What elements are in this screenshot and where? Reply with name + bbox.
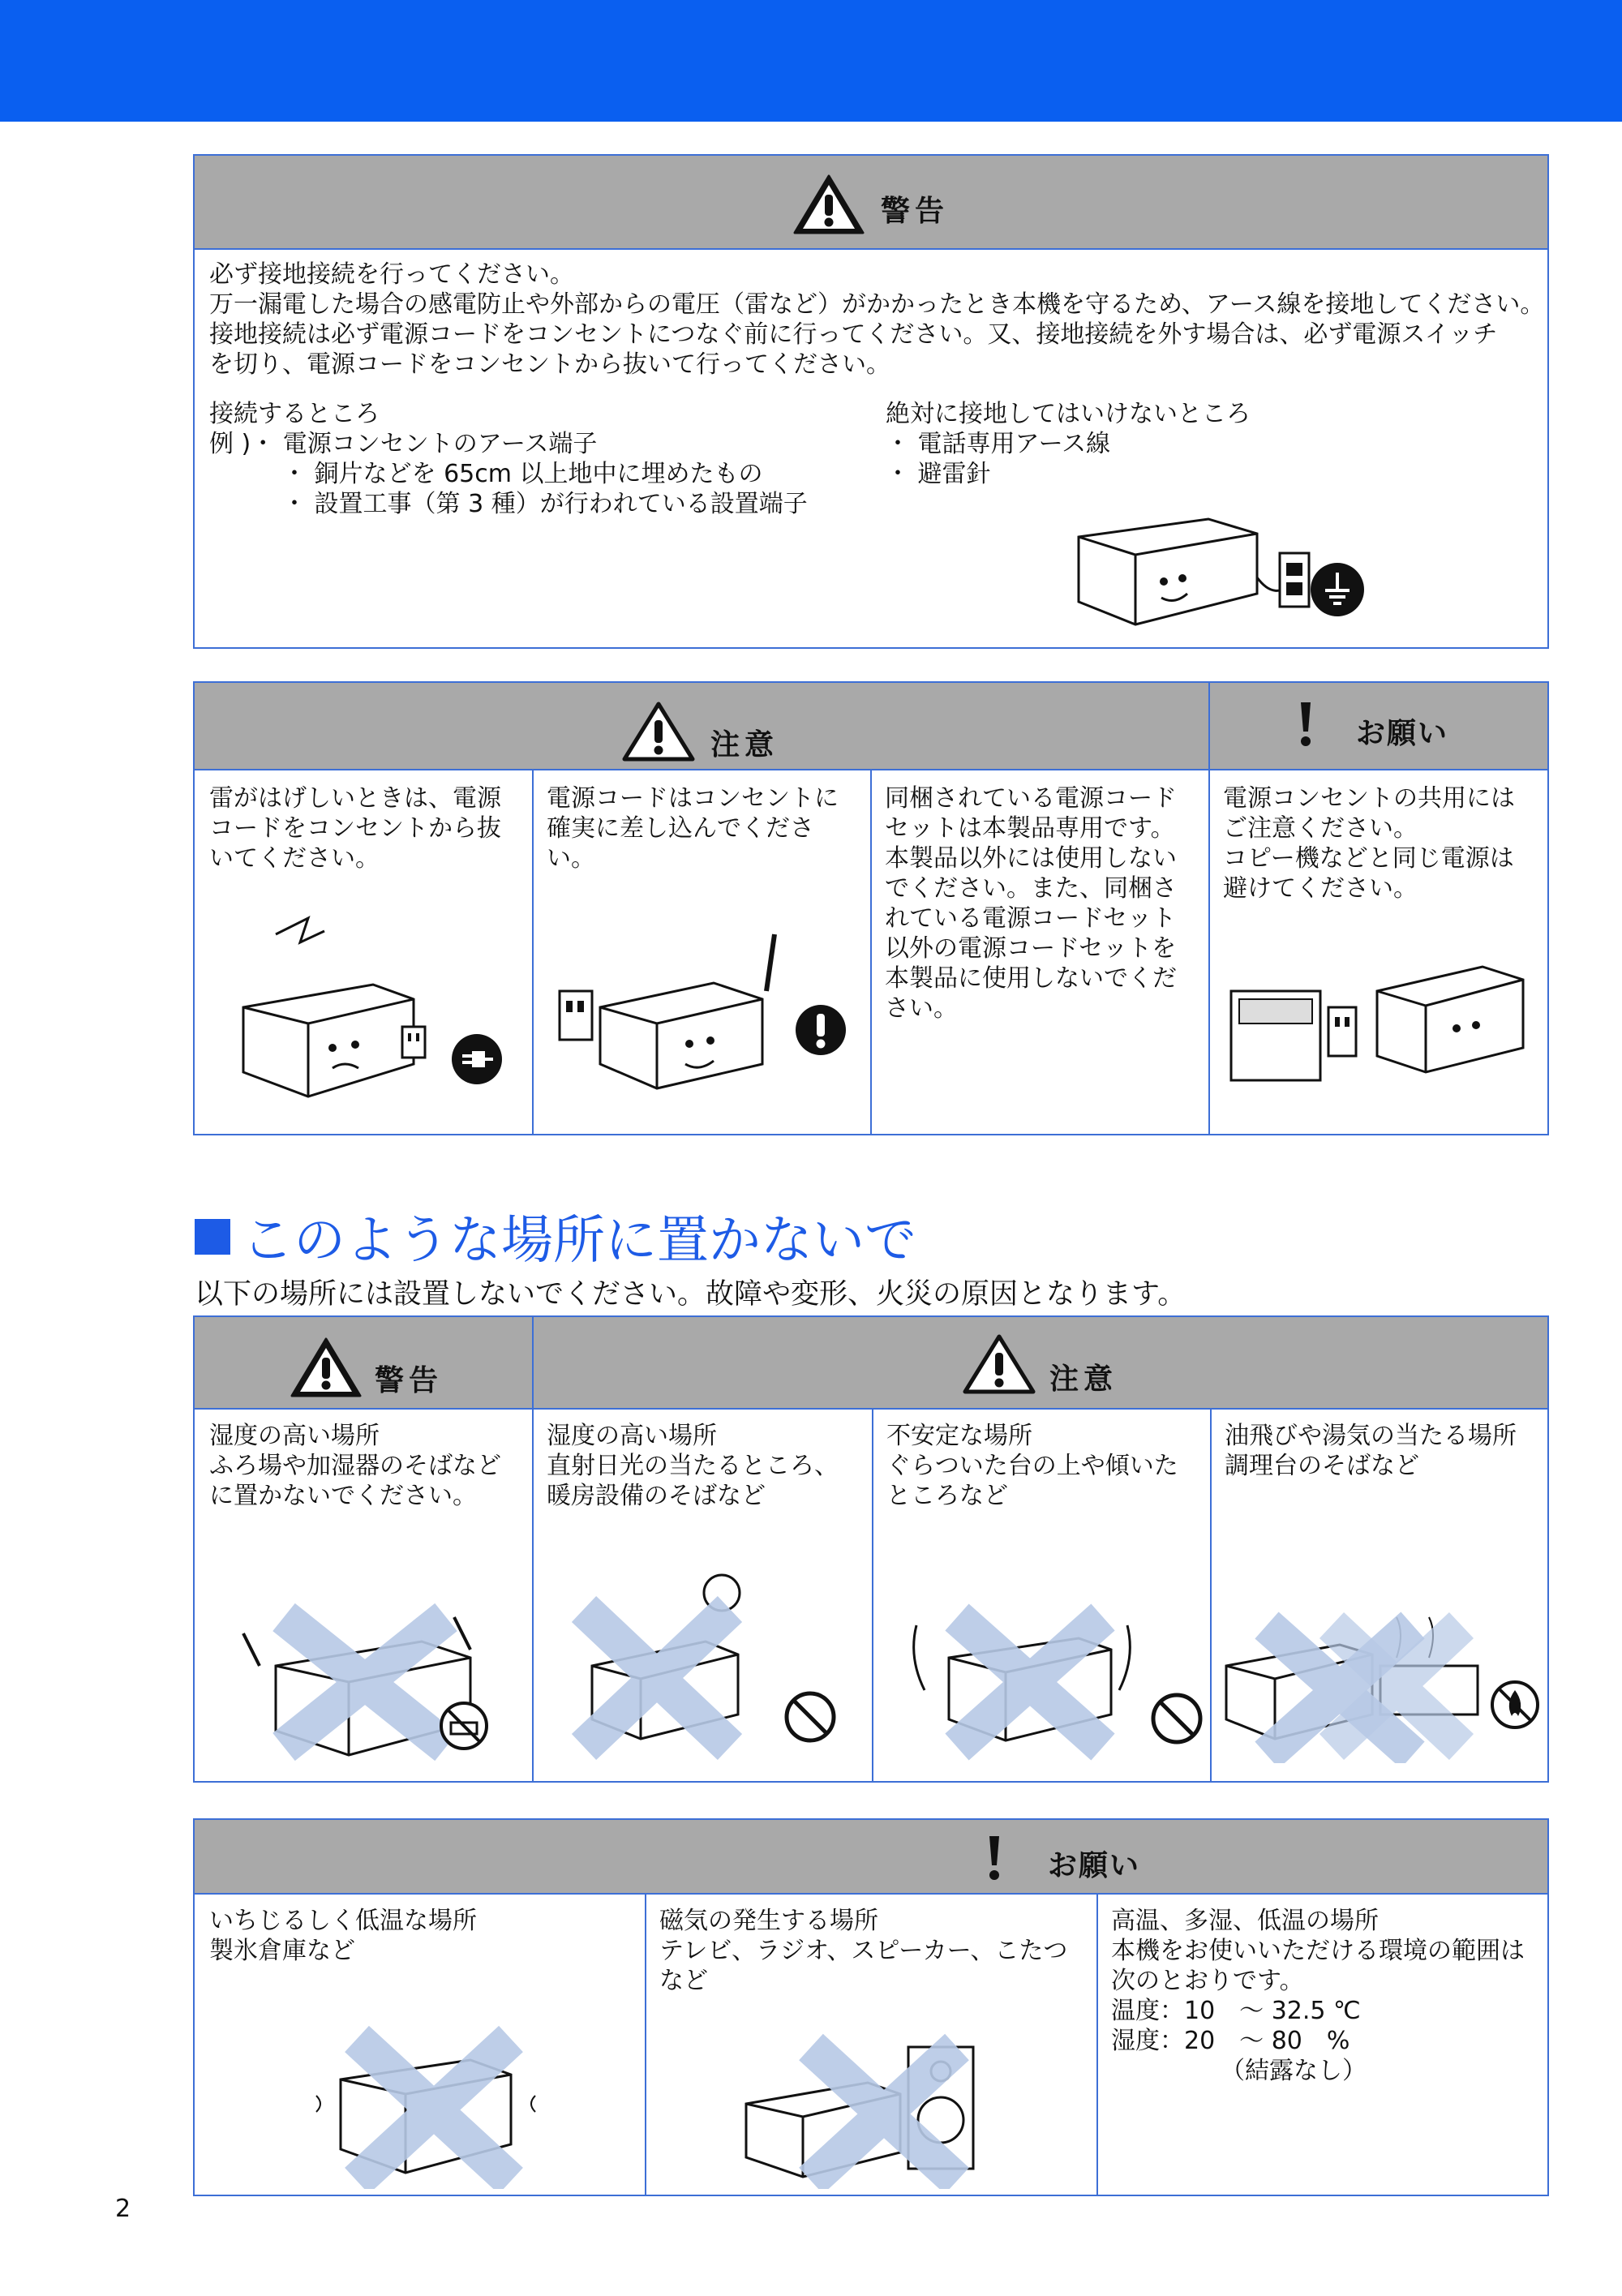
grounding-warning-box <box>193 154 1549 649</box>
request-cell-body: 製氷倉庫など <box>209 1937 355 1965</box>
section-subtitle: 以下の場所には設置しないでください。故障や変形、火災の原因となります。 <box>195 1278 1186 1311</box>
placement-cell-title: 油飛びや湯気の当たる場所 <box>1225 1422 1517 1450</box>
request-cell-title: 高温、多湿、低温の場所 <box>1111 1907 1379 1935</box>
caution-triangle-icon <box>962 1333 1036 1395</box>
warning-triangle-icon <box>290 1337 362 1398</box>
prohibited-icon <box>783 1690 837 1744</box>
shared-outlet-illustration <box>1223 942 1531 1097</box>
outlet-icon <box>401 1025 427 1059</box>
sunlight-place-illustration <box>560 1560 762 1763</box>
section-bullet-square <box>195 1219 230 1255</box>
lightning-printer-illustration <box>227 910 438 1105</box>
warning-triangle-icon <box>793 174 865 235</box>
placement-box <box>193 1315 1549 1783</box>
cell-divider <box>870 770 872 1134</box>
placement-cell-body: 直射日光の当たるところ、 暖房設備のそばなど <box>547 1452 839 1510</box>
caution-cell-lightning: 雷がはげしいときは、電源 コードをコンセントから抜 いてください。 <box>209 784 501 873</box>
cell-divider <box>872 1410 873 1781</box>
placement-cell-title: 不安定な場所 <box>886 1422 1032 1450</box>
connect-title: 接続するところ <box>209 400 380 428</box>
placement-cell-body: 調理台のそばなど <box>1225 1452 1419 1480</box>
request-cell-shared-outlet: 電源コンセントの共用には ご注意ください。 コピー機などと同じ電源は 避けてください。 <box>1223 784 1515 903</box>
grounded-printer-illustration <box>1062 504 1338 626</box>
caution-header-label: 注意 <box>710 728 779 762</box>
warning-header <box>195 156 1547 250</box>
caution-cell-cord-set: 同梱されている電源コード セットは本製品専用です。 本製品以外には使用しない でください。また、同梱さ れている電源コードセット 以外の電源コードセットを 本製品に使用しないでくだ さい。 <box>885 784 1177 1023</box>
prohibited-icon <box>1150 1692 1204 1745</box>
request-header-label: お願い <box>1356 717 1449 750</box>
never-ground-items: ・ 電話専用アース線 ・ 避雷針 <box>886 430 1111 488</box>
caution-triangle-icon <box>621 701 696 762</box>
header-divider <box>532 1317 534 1410</box>
cold-place-illustration <box>308 2006 551 2189</box>
exclamation-icon <box>1298 701 1314 748</box>
magnetic-place-illustration <box>730 2015 989 2189</box>
placement-cell-title: 湿度の高い場所 <box>209 1422 380 1450</box>
exclamation-icon <box>986 1835 1002 1882</box>
cell-divider <box>645 1895 646 2195</box>
cell-divider <box>532 770 534 1134</box>
connect-items: 例 )・ 電源コンセントのアース端子 ・ 銅片などを 65cm 以上地中に埋めたもの ・ 設置工事（第 3 種）が行われている設置端子 <box>209 430 808 518</box>
unplug-icon <box>451 1033 503 1085</box>
placement-header <box>195 1317 1547 1410</box>
request-header-label: お願い <box>1048 1849 1141 1882</box>
plugged-printer-illustration <box>551 910 795 1097</box>
request-header <box>195 1820 1547 1895</box>
environment-request-box <box>193 1818 1549 2196</box>
placement-cell-body: ふろ場や加湿器のそばなど に置かないでください。 <box>209 1452 501 1510</box>
kitchen-place-illustration <box>1218 1560 1486 1763</box>
warning-body: 万一漏電した場合の感電防止や外部からの電圧（雷など）がかかったとき本機を守るため、アース線を接地してください。 接地接続は必ず電源コードをコンセントにつなぐ前に行ってください。又、接地接続を外す場合は、必ず電源スイッチ を切り、電源コードをコンセントから抜いて行ってください。 <box>209 290 1545 379</box>
cell-divider <box>1210 1410 1212 1781</box>
request-cell-body: 本機をお使いいただける環境の範囲は 次のとおりです。 温度：10 ～ 32.5 ℃ 湿度：20 ～ 80 % （結露なし） <box>1111 1937 1525 2085</box>
placement-warning-label: 警告 <box>375 1364 444 1397</box>
placement-cell-body: ぐらついた台の上や傾いた ところなど <box>886 1452 1178 1510</box>
warning-header-label: 警告 <box>881 195 950 228</box>
caution-cell-plug-in: 電源コードはコンセントに 確実に差し込んでくださ い。 <box>547 784 839 873</box>
top-color-bar <box>0 0 1622 122</box>
request-cell-body: テレビ、ラジオ、スピーカー、こたつ など <box>659 1937 1068 1995</box>
section-title-text: このような場所に置かないで <box>242 1211 916 1271</box>
cell-divider <box>532 1410 534 1781</box>
no-fire-icon <box>1489 1679 1541 1731</box>
placement-cell-title: 湿度の高い場所 <box>547 1422 717 1450</box>
request-cell-title: いちじるしく低温な場所 <box>209 1907 477 1935</box>
request-cell-title: 磁気の発生する場所 <box>659 1907 878 1935</box>
caution-header <box>195 683 1547 770</box>
cell-divider <box>1096 1895 1098 2195</box>
placement-caution-label: 注意 <box>1049 1363 1118 1396</box>
never-ground-title: 絶対に接地してはいけないところ <box>886 400 1251 428</box>
page-number: 2 <box>115 2195 131 2223</box>
no-bath-icon <box>438 1700 490 1752</box>
ground-icon <box>1309 561 1366 618</box>
warning-lead: 必ず接地接続を行ってください。 <box>209 260 574 289</box>
power-caution-box <box>193 681 1549 1135</box>
unstable-place-illustration <box>892 1560 1152 1763</box>
header-divider <box>1208 683 1210 770</box>
section-title <box>195 1199 916 1273</box>
cell-divider <box>1208 770 1210 1134</box>
mandatory-action-icon <box>795 1004 847 1056</box>
